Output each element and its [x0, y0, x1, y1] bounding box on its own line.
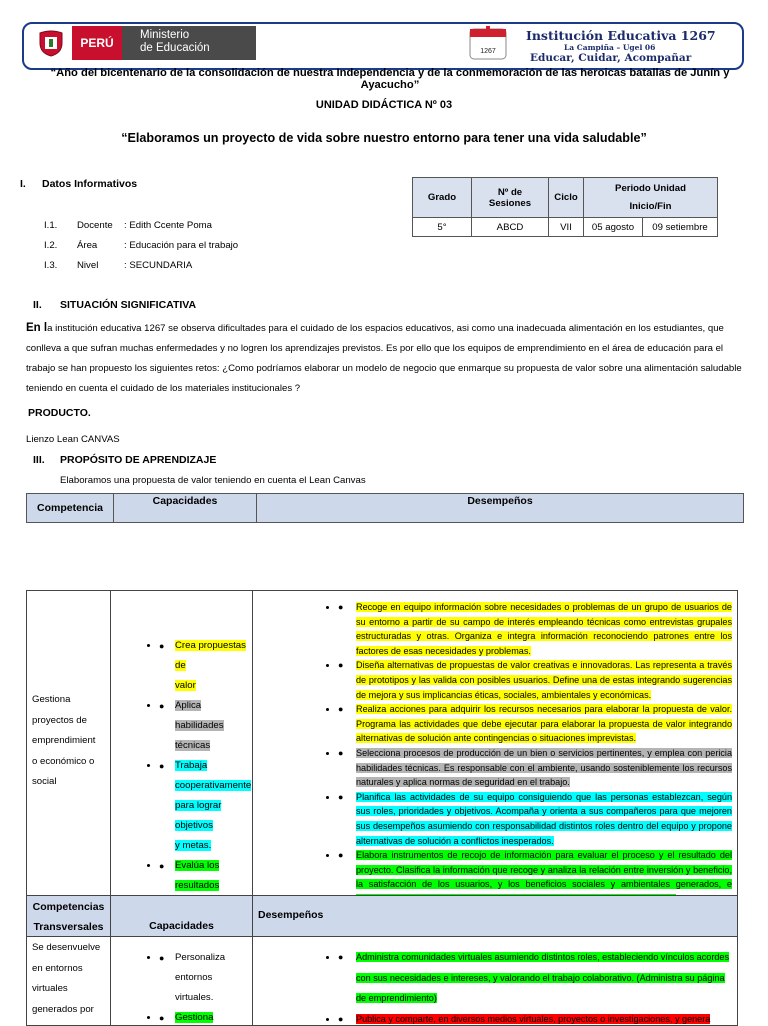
- capacidad-item: • ● Aplica habilidades técnicas: [159, 696, 252, 756]
- year-name: “Año del bicentenario de la consolidación de nuestra Independencia y de la conmemoración de las heroicas batallas de Junín y Ayacucho”: [50, 67, 730, 91]
- value-ciclo: VII: [549, 218, 584, 237]
- value-inicio: 05 agosto: [584, 218, 643, 237]
- transversal-desempeno-item: • ● Administra comunidades virtuales asumiendo distintos roles, estableciendo vínculos acordes con sus necesidades e intereses, y valorando el trabajo colaborativo. (Administra su página de emprendimiento): [338, 947, 732, 1009]
- transversal-competencia-line: generados por: [32, 1003, 94, 1015]
- peru-shield-icon: [30, 26, 72, 60]
- transversal-capacidad-line: virtuales.: [175, 991, 214, 1003]
- transversal-competencia-line: en entornos: [32, 962, 83, 974]
- section2-title: SITUACIÓN SIGNIFICATIVA: [60, 299, 197, 311]
- section3-num: III.: [33, 454, 45, 466]
- header-periodo: [584, 178, 718, 218]
- competencia-line: Gestiona: [32, 694, 71, 705]
- situation-lead: En l: [26, 322, 48, 334]
- desempeno-text: Recoge en equipo información sobre necesidades o problemas de un grupo de usuarios de su entorno a partir de su campo de interés empleando técnicas como entrevistas grupales estructuradas y otras. Organiza e integra información reconociendo patrones entre los factores de esas necesidades y problemas.: [356, 602, 732, 656]
- value-grado: 5°: [413, 218, 472, 237]
- transversal-competencia-line: virtuales: [32, 983, 68, 994]
- transversal-desempeno-text: Publica y comparte, en diversos medios virtuales, proyectos o investigaciones, y genera: [356, 1014, 710, 1026]
- capacidad-item: • ● Trabaja cooperativamente para lograr objetivos y metas.: [159, 756, 252, 856]
- transversal-desempenos-cell: [252, 936, 738, 1026]
- capacidad-line: para lograr objetivos: [175, 799, 222, 831]
- competencia-line: o económico o: [32, 755, 95, 767]
- info-row-num: I.2.: [44, 240, 58, 251]
- info-row-label: Área: [77, 240, 98, 251]
- transversal-capacidad-line: Gestiona: [175, 1012, 225, 1026]
- value-fin: 09 setiembre: [643, 218, 718, 237]
- school-name: Institución Educativa 1267: [526, 28, 716, 43]
- transversal-header-text: Competencias Transversales: [32, 901, 105, 933]
- section3-title: PROPÓSITO DE APRENDIZAJE: [60, 454, 217, 466]
- situation-paragraph: [26, 318, 742, 399]
- desempeno-text: Diseña alternativas de propuestas de valor creativas e innovadoras. Las representa a través de prototipos y las valida con posibles usuarios. Define una de estas integrando sugerencias de mejora y sus implicancias éticas, sociales, ambientales y económicas.: [356, 660, 732, 700]
- desempeno-text: Selecciona procesos de producción de un bien o servicios pertinentes, y emplea con pericia habilidades técnicas. Es responsable con el ambiente, usando sosteniblemente los recursos naturales y aplica normas de seguridad en el trabajo.: [356, 748, 732, 788]
- value-sesiones: ABCD: [472, 218, 549, 237]
- school-logo-icon: [462, 25, 514, 63]
- capacidad-line: Trabaja: [175, 759, 208, 771]
- ministry-logo: [30, 26, 256, 60]
- capacidad-item: • ● Crea propuestas de valor: [159, 636, 252, 696]
- competencia-line: emprendimient: [32, 735, 96, 746]
- section2-num: II.: [33, 299, 42, 311]
- transversal-competencia-line: Se desenvuelve: [32, 942, 101, 953]
- info-row-label: Docente: [77, 220, 113, 231]
- info-row-value: : SECUNDARIA: [124, 260, 193, 271]
- peru-label: PERÚ: [72, 26, 122, 60]
- ministry-name: [122, 26, 256, 60]
- transversal-capacidad-item: • ● Gestiona: [159, 1008, 252, 1026]
- section1-num: I.: [20, 178, 26, 190]
- school-logo-text: 1267: [480, 48, 496, 55]
- transversal-competencia-cell: [26, 936, 111, 1026]
- info-row-num: I.3.: [44, 260, 58, 271]
- desempeno-item: • ● Diseña alternativas de propuestas de valor creativas e innovadoras. Las representa a través de prototipos y las valida con posibles usuarios. Define una de estas integrando sugerencias de mejora y sus implicancias éticas, sociales, ambientales y económicas.: [338, 658, 732, 702]
- info-row-value: : Educación para el trabajo: [124, 240, 239, 251]
- product-value: Lienzo Lean CANVAS: [26, 434, 120, 445]
- situation-body: a institución educativa 1267 se observa dificultades para el cuidado de los espacios educativos, asi como una inadecuada alimentación en los estudiantes, que conlleva a que sufran muchas enfermedades y no logren los aprendizajes previstos. Es por ello que los equipos de emprendimiento en el área de educación para el trabajo se han propuesto los siguientes retos: ¿Como podríamos elaborar un modelo de negocio que enmarque su propuesta de valor sobre una alimentación saludable teniendo en cuenta el cuidado de los materiales institucionales ?: [26, 323, 742, 394]
- header-periodo-1: Periodo Unidad: [615, 182, 686, 194]
- desempeno-item: • ● Elabora instrumentos de recojo de información para evaluar el proceso y el resultado del proyecto. Clasifica la información que recoge y analiza la relación entre inversión y beneficio, la satisfacción de los usuarios, y los beneficios sociales y ambientales generados, e: [338, 848, 732, 896]
- school-location: La Campiña – Ugel 06: [564, 43, 656, 52]
- capacidad-line: Evalúa los resultados: [175, 859, 220, 891]
- transversal-capacidades-list: [119, 948, 252, 1026]
- info-row-value: : Edith Ccente Poma: [124, 220, 212, 231]
- capacidad-line: Crea propuestas de: [175, 639, 246, 671]
- transversal-competencia-lines: [32, 938, 110, 1020]
- header-desempenos: Desempeños: [257, 494, 744, 523]
- desempeno-item: • ● Realiza acciones para adquirir los recursos necesarios para elaborar la propuesta de valor. Programa las actividades que debe ejecutar para elaborar la propuesta de valor integrando alternativas de solución ante contingencias o situaciones imprevistas.: [338, 702, 732, 746]
- transversal-header-desempenos: Desempeños: [252, 895, 738, 937]
- info-row-num: I.1.: [44, 220, 58, 231]
- header-competencia: Competencia: [27, 494, 114, 523]
- capacidad-line: valor: [175, 679, 196, 691]
- competencias-table: [26, 590, 738, 1024]
- header-periodo-2: Inicio/Fin: [629, 200, 672, 212]
- competencia-line: proyectos de: [32, 714, 87, 726]
- desempeno-text: Realiza acciones para adquirir los recursos necesarios para elaborar la propuesta de valor. Programa las actividades que debe ejecutar para elaborar la propuesta de valor integrando alternativas de solución ante contingencias o situaciones imprevistas.: [356, 704, 732, 744]
- transversal-capacidad-line: Personaliza entornos: [175, 951, 226, 983]
- product-label: PRODUCTO.: [28, 407, 91, 419]
- competencia-line: social: [32, 776, 57, 787]
- header-grado: Grado: [413, 178, 472, 218]
- school-motto: Educar, Cuidar, Acompañar: [530, 52, 692, 64]
- transversal-desempeno-text: Administra comunidades virtuales asumiendo distintos roles, estableciendo vínculos acordes con sus necesidades e intereses, y valorando el trabajo colaborativo. (Administra su página de emprendimiento): [356, 952, 730, 1004]
- capacidad-line: Aplica habilidades: [175, 699, 224, 731]
- transversal-desempenos-list: [298, 947, 732, 1026]
- capacidad-line: técnicas: [175, 739, 211, 751]
- competencia-cell: [26, 590, 111, 896]
- desempeno-item: • ● Planifica las actividades de su equipo consiguiendo que las personas establezcan, según sus roles, prioridades y objetivos. Acompaña y orienta a sus compañeros para que mejoren sus desempeños asumiendo con responsabilidad distintos roles dentro del equipo y propone alternativas de solución a conflictos inesperados.: [338, 790, 732, 848]
- transversal-capacidad-item: • ● Personaliza entornos virtuales.: [159, 948, 252, 1008]
- desempeno-item: • ● Selecciona procesos de producción de un bien o servicios pertinentes, y emplea con pericia habilidades técnicas. Es responsable con el ambiente, usando sosteniblemente los recursos naturales y aplica normas de seguridad en el trabajo.: [338, 746, 732, 790]
- competencia-header-table: [26, 493, 744, 523]
- ministry-line1: Ministerio: [140, 29, 190, 41]
- capacidad-line: y metas.: [175, 839, 212, 851]
- competencia-lines: [32, 690, 110, 793]
- header-sesiones: Nº de Sesiones: [472, 178, 549, 218]
- header-ciclo: Ciclo: [549, 178, 584, 218]
- desempenos-cell: [252, 590, 738, 896]
- capacidades-list: [119, 636, 252, 896]
- desempeno-text: Elabora instrumentos de recojo de información para evaluar el proceso y el resultado del proyecto. Clasifica la información que recoge y analiza la relación entre inversión y beneficio, la satisfacción de los usuarios, y los beneficios sociales y ambientales generados, e: [356, 850, 732, 896]
- ministry-line2: de Educación: [140, 42, 210, 54]
- header-capacidades: Capacidades: [114, 494, 257, 523]
- transversal-header-competencias: [26, 895, 111, 937]
- unit-title: UNIDAD DIDÁCTICA Nº 03: [315, 99, 453, 111]
- desempeno-text: Planifica las actividades de su equipo consiguiendo que las personas establezcan, según sus roles, prioridades y objetivos. Acompaña y orienta a sus compañeros para que mejoren sus desempeños asumiendo con responsabilidad distintos roles dentro del equipo y propone alternativas de solución a conflictos inesperados.: [356, 791, 732, 846]
- project-title: “Elaboramos un proyecto de vida sobre nuestro entorno para tener una vida saludable”: [121, 131, 647, 145]
- capacidades-cell: [110, 590, 253, 896]
- desempeno-item: • ● Recoge en equipo información sobre necesidades o problemas de un grupo de usuarios de su entorno a partir de su campo de interés empleando técnicas como entrevistas grupales estructuradas y otras. Organiza e integra información reconociendo patrones entre los factores de esas necesidades y problemas.: [338, 600, 732, 658]
- section3-text: Elaboramos una propuesta de valor teniendo en cuenta el Lean Canvas: [60, 475, 366, 486]
- info-row-label: Nivel: [77, 260, 99, 271]
- capacidad-item: • ● Evalúa los resultados: [159, 856, 252, 896]
- transversal-desempeno-item: • ● Publica y comparte, en diversos medios virtuales, proyectos o investigaciones, y genera: [338, 1009, 732, 1026]
- transversal-header-capacidades: Capacidades: [110, 895, 253, 937]
- desempenos-list: [298, 600, 732, 896]
- section1-title: Datos Informativos: [42, 178, 138, 190]
- info-table: [412, 177, 718, 237]
- transversal-capacidades-cell: [110, 936, 253, 1026]
- capacidad-line: cooperativamente: [175, 779, 252, 791]
